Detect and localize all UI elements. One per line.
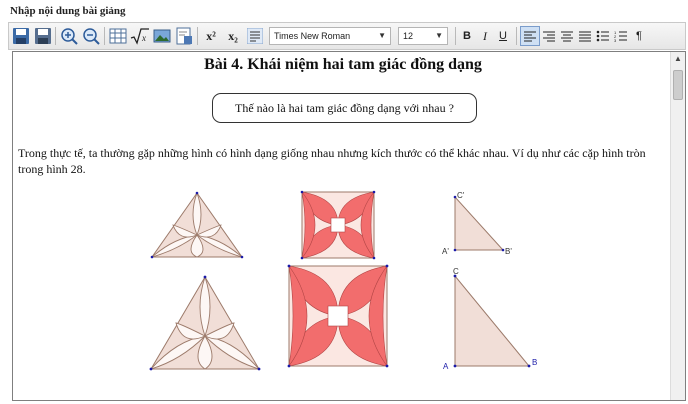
vertex-label-c-prime: C' [457, 191, 465, 200]
large-triangle-petal-figure [147, 274, 263, 374]
content-paragraph: Trong thực tế, ta thường gặp những hình có hình dạng giống nhau nhưng kích thước có thể khác nhau. Ví dụ như các cặp hình tròn trong hình 28. [18, 146, 646, 176]
zoom-out-icon[interactable] [81, 26, 101, 46]
document-icon[interactable] [174, 26, 194, 46]
bold-button[interactable]: B [463, 30, 471, 42]
small-triangle-petal-figure [149, 190, 245, 260]
lesson-title: Bài 4. Khái niệm hai tam giác đồng dạng [204, 56, 482, 73]
underline-button[interactable]: U [499, 30, 507, 42]
save-icon[interactable] [11, 26, 31, 46]
header-label: Nhập nội dung bài giảng [10, 5, 126, 17]
align-right-icon[interactable] [539, 26, 559, 46]
small-right-triangle-figure [441, 190, 521, 260]
scrollbar-thumb[interactable] [673, 70, 683, 100]
zoom-in-icon[interactable] [59, 26, 79, 46]
image-icon[interactable] [152, 26, 172, 46]
vertex-label-b: B [532, 358, 538, 367]
table-icon[interactable] [108, 26, 128, 46]
scroll-up-icon[interactable]: ▲ [674, 54, 682, 63]
paragraph-format-icon[interactable] [245, 26, 265, 46]
svg-text:3: 3 [614, 38, 617, 42]
vertex-label-a: A [443, 362, 449, 370]
vertex-label-b-prime: B' [505, 247, 512, 256]
chevron-down-icon: ▼ [378, 31, 386, 40]
align-justify-icon[interactable] [575, 26, 595, 46]
chevron-down-icon: ▼ [435, 31, 443, 40]
large-right-triangle-figure [441, 266, 541, 370]
italic-button[interactable]: I [483, 28, 487, 43]
font-size-select[interactable] [398, 27, 448, 45]
align-center-icon[interactable] [557, 26, 577, 46]
subscript-button[interactable]: x₂ [228, 28, 238, 43]
numbered-list-icon[interactable] [611, 26, 631, 46]
editor-toolbar [8, 22, 686, 50]
content-editor[interactable] [12, 51, 686, 401]
svg-text:2: 2 [614, 34, 617, 39]
align-left-icon[interactable] [520, 26, 540, 46]
content-input-header [0, 0, 688, 22]
font-size-value: 12 [403, 31, 414, 41]
vertical-scrollbar[interactable] [670, 52, 685, 400]
font-family-select[interactable] [269, 27, 391, 45]
question-box: Thế nào là hai tam giác đồng dạng với nhau ? [212, 93, 477, 123]
formula-icon[interactable] [130, 26, 150, 46]
vertex-label-c: C [453, 267, 459, 276]
superscript-button[interactable]: x² [206, 28, 216, 43]
font-family-value: Times New Roman [274, 31, 351, 41]
save-as-icon[interactable] [33, 26, 53, 46]
show-paragraph-marks-button[interactable]: ¶ [636, 30, 642, 42]
svg-text:1: 1 [614, 30, 617, 35]
small-square-petal-figure [298, 190, 378, 260]
svg-text:x: x [142, 33, 146, 43]
bullet-list-icon[interactable] [593, 26, 613, 46]
large-square-petal-figure [285, 264, 391, 368]
vertex-label-a-prime: A' [442, 247, 449, 256]
